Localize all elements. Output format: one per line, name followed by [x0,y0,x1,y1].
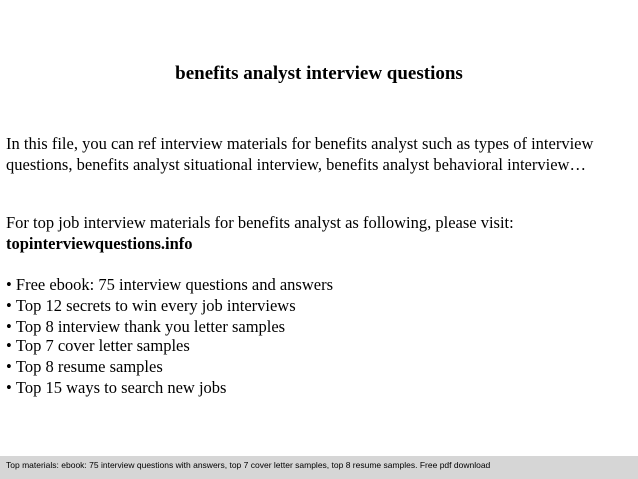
list-item: • Free ebook: 75 interview questions and answers [6,274,634,295]
list-item: • Top 8 resume samples [6,356,634,377]
list-item: • Top 15 ways to search new jobs [6,377,634,398]
list-item: • Top 7 cover letter samples [6,335,634,356]
slide-title: benefits analyst interview questions [175,63,463,84]
visit-paragraph [6,212,634,254]
list-item: • Top 8 interview thank you letter samples [6,316,634,335]
site-link[interactable]: topinterviewquestions.info [6,234,193,253]
list-item: • Top 12 secrets to win every job interviews [6,295,634,316]
visit-text: For top job interview materials for benefits analyst as following, please visit: [6,213,514,232]
intro-paragraph: In this file, you can ref interview materials for benefits analyst such as types of interview questions, benefits analyst situational interview, benefits analyst behavioral interview… [6,134,594,174]
footer-bar: Top materials: ebook: 75 interview questions with answers, top 7 cover letter samples, top 8 resume samples. Free pdf download [0,456,638,479]
resource-list [6,274,634,398]
